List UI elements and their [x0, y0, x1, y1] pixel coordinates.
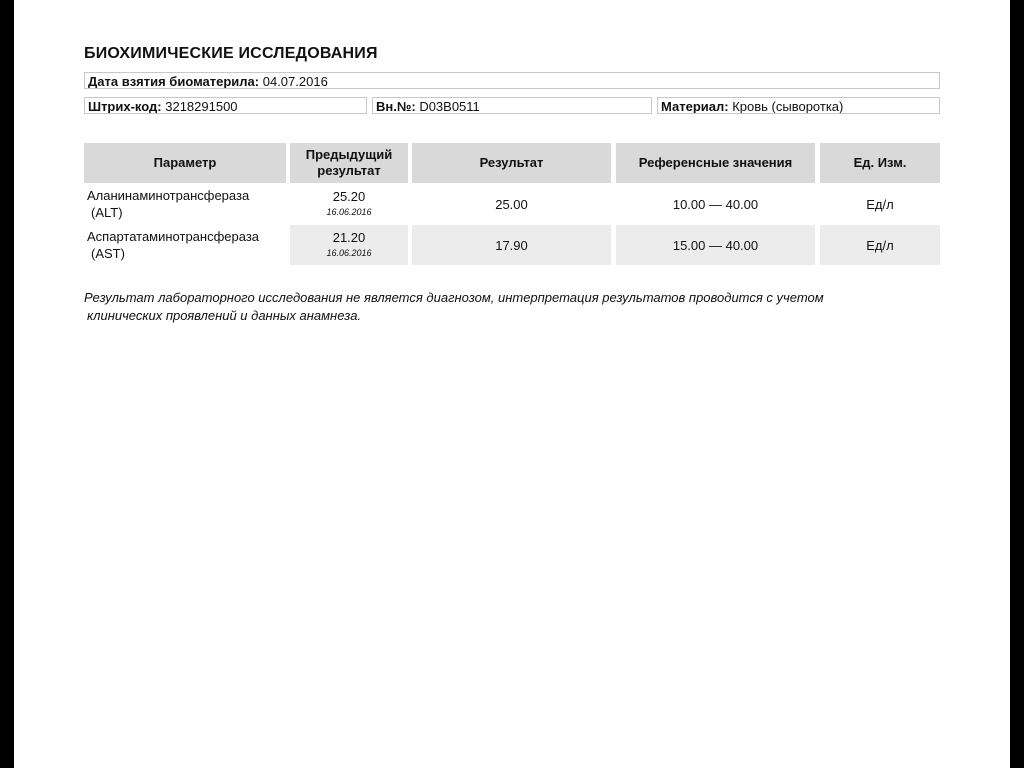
reference-range: 15.00 — 40.00 [616, 225, 815, 265]
barcode-value: 3218291500 [165, 99, 238, 114]
material-label: Материал: [661, 99, 729, 114]
material-value: Кровь (сыворотка) [732, 99, 844, 114]
table-row-param [84, 184, 286, 224]
disclaimer-line-1: Результат лабораторного исследования не является диагнозом, интерпретация результатов проводится с учетом [84, 290, 824, 305]
prev-result-value: 25.20 [332, 189, 366, 204]
table-row-param [84, 225, 286, 265]
result-value: 17.90 [412, 225, 611, 265]
param-name: Аланинаминотрансфераза [87, 188, 250, 203]
result-value: 25.00 [495, 196, 528, 212]
sample-date-value: 04.07.2016 [262, 74, 328, 89]
barcode-field [84, 97, 367, 114]
unit-value: Ед/л [820, 225, 940, 265]
param-code: (ALT) [91, 205, 123, 220]
param-name: Аспартатаминотрансфераза [87, 229, 260, 244]
header-result: Результат [412, 143, 611, 183]
prev-result-value: 21.20 [332, 230, 366, 245]
disclaimer-line-2: клинических проявлений и данных анамнеза. [87, 308, 362, 323]
report-page [14, 0, 1010, 768]
header-param: Параметр [84, 143, 286, 183]
unit-value: Ед/л [866, 196, 894, 212]
disclaimer-note [84, 289, 964, 325]
prev-result-date: 16.06.2016 [326, 248, 372, 258]
sample-date-field [84, 72, 940, 89]
header-prev-result: Предыдущий результат [290, 143, 408, 183]
table-row-prev [290, 184, 408, 224]
header-reference: Референсные значения [616, 143, 815, 183]
prev-result-date: 16.06.2016 [326, 207, 372, 217]
material-field [657, 97, 940, 114]
inner-number-field [372, 97, 652, 114]
barcode-label: Штрих-код: [88, 99, 162, 114]
param-code: (AST) [91, 246, 125, 261]
header-unit: Ед. Изм. [820, 143, 940, 183]
section-title: БИОХИМИЧЕСКИЕ ИССЛЕДОВАНИЯ [84, 45, 378, 62]
sample-date-label: Дата взятия биоматерила: [88, 74, 260, 89]
reference-range: 10.00 — 40.00 [672, 196, 759, 212]
table-row-prev [290, 225, 408, 265]
inner-number-value: D03B0511 [419, 99, 480, 114]
inner-number-label: Вн.№: [376, 99, 416, 114]
